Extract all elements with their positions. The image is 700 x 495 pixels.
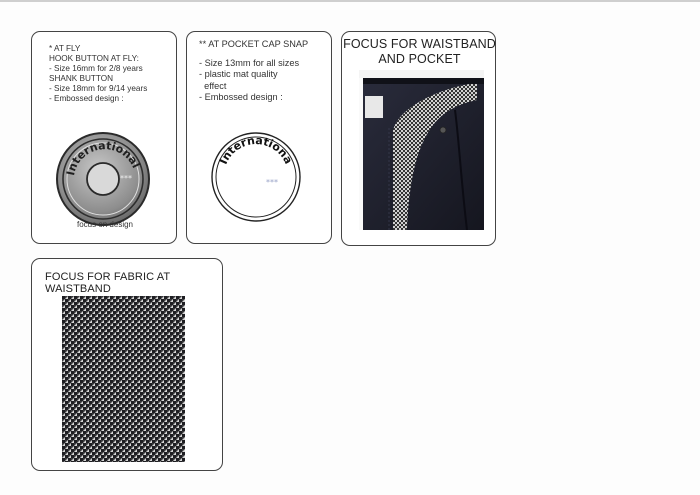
spec-line: - Size 16mm for 2/8 years (49, 64, 143, 73)
waistband-pocket-card (341, 31, 496, 246)
fly-button-specs (49, 44, 147, 104)
spec-line: - Size 18mm for 9/14 years (49, 84, 148, 93)
title-line: FOCUS FOR WAISTBAND (343, 37, 496, 51)
spec-line: - plastic mat quality (199, 69, 278, 80)
fabric-card (31, 258, 223, 471)
snap-button-illustration (206, 127, 306, 227)
shank-button-illustration (48, 124, 158, 234)
spec-line: - Embossed design : (199, 91, 283, 102)
title-line: AND POCKET (378, 52, 461, 66)
button-stars: *** (120, 174, 132, 183)
spec-line: HOOK BUTTON AT FLY: (49, 54, 139, 63)
fly-button-card (31, 31, 177, 244)
houndstooth-fabric-swatch (62, 296, 185, 462)
spec-title: ** AT POCKET CAP SNAP (199, 39, 309, 49)
waistband-photo (359, 70, 484, 230)
page-top-edge (0, 0, 700, 2)
fabric-card-title: FOCUS FOR FABRIC AT WAISTBAND (45, 271, 170, 295)
pocket-snap-card (186, 31, 332, 244)
spec-line: - Size 13mm for all sizes (199, 58, 300, 69)
spec-line: SHANK BUTTON (49, 74, 113, 83)
pocket-snap-specs (199, 39, 308, 103)
waistband-card-title (342, 37, 497, 67)
focus-caption: focus on design (76, 220, 134, 229)
snap-stars: *** (266, 178, 278, 187)
spec-line: effect (199, 80, 227, 91)
spec-line: - Embossed design : (49, 94, 124, 103)
spec-line: * AT FLY (49, 44, 81, 53)
button-emboss-text: International (64, 139, 143, 177)
snap-emboss-text: Internationa (216, 133, 296, 167)
